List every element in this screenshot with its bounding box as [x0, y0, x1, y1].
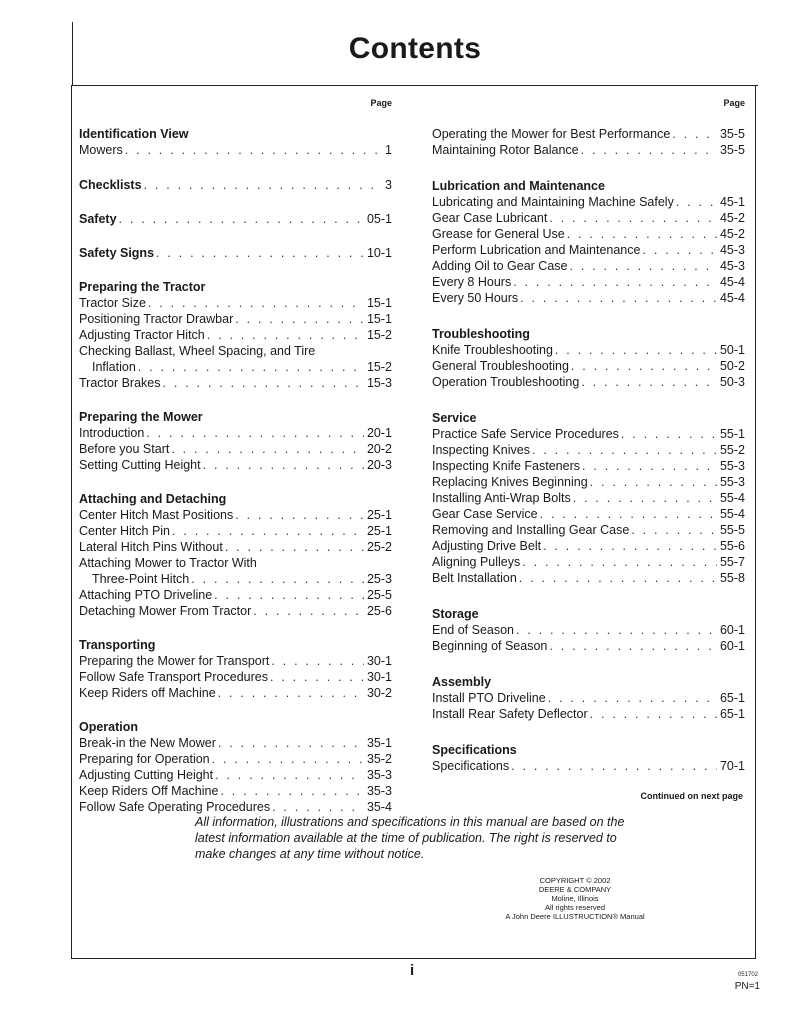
- toc-entry[interactable]: [432, 758, 745, 774]
- section-heading: Lubrication and Maintenance: [432, 179, 605, 193]
- toc-entry-page: 25-5: [366, 588, 392, 602]
- toc-entry[interactable]: [79, 507, 392, 523]
- toc-entry-label: Perform Lubrication and Maintenance: [432, 243, 641, 257]
- toc-entry-page: 50-3: [719, 375, 745, 389]
- toc-section: [79, 719, 392, 815]
- toc-entry-label: Keep Riders Off Machine: [79, 784, 219, 798]
- dot-leader: [568, 258, 717, 274]
- toc-entry-label: Introduction: [79, 426, 145, 440]
- toc-entry-label: Break-in the New Mower: [79, 736, 216, 750]
- toc-entry-label: Attaching Mower to Tractor With: [79, 556, 257, 570]
- toc-entry-page: 35-2: [366, 752, 392, 766]
- toc-entry-page: 35-3: [366, 784, 392, 798]
- toc-entry-label: Adjusting Tractor Hitch: [79, 328, 205, 342]
- toc-entry[interactable]: [79, 311, 392, 327]
- toc-entry-page: 45-3: [719, 259, 745, 273]
- toc-entry-label: Three-Point Hitch: [92, 572, 190, 586]
- dot-leader: [268, 669, 364, 685]
- toc-entry-page: 35-4: [366, 800, 392, 814]
- dot-leader: [218, 783, 364, 799]
- toc-section: [432, 742, 745, 774]
- dot-leader: [212, 587, 364, 603]
- dot-leader: [136, 359, 364, 375]
- dot-leader: [530, 442, 717, 458]
- dot-leader: [213, 767, 364, 783]
- toc-entry-label: Safety: [79, 212, 117, 226]
- toc-section: [79, 409, 392, 473]
- toc-entry-label: Install Rear Safety Deflector: [432, 707, 588, 721]
- toc-section: [79, 637, 392, 701]
- section-heading: Transporting: [79, 638, 156, 652]
- dot-leader: [117, 211, 364, 227]
- toc-entry-page: 45-3: [719, 243, 745, 257]
- toc-entry-page: 25-1: [366, 524, 392, 538]
- dot-leader: [169, 441, 364, 457]
- toc-entry[interactable]: [432, 374, 745, 390]
- toc-sections-right: [432, 126, 745, 774]
- toc-section: [432, 606, 745, 654]
- toc-entry-page: 25-2: [366, 540, 392, 554]
- dot-leader: [142, 177, 383, 193]
- toc-entry[interactable]: [79, 142, 392, 158]
- toc-entry-label: Operation Troubleshooting: [432, 375, 580, 389]
- copyright-line: Moline, Illinois: [551, 894, 599, 903]
- dot-leader: [571, 490, 717, 506]
- toc-entry[interactable]: [79, 245, 392, 261]
- toc-entry-page: 45-4: [719, 275, 745, 289]
- toc-entry-page: 55-3: [719, 475, 745, 489]
- toc-entry-label: Checklists: [79, 178, 142, 192]
- toc-entry[interactable]: [79, 441, 392, 457]
- toc-entry[interactable]: [432, 706, 745, 722]
- dot-leader: [569, 358, 717, 374]
- toc-entry-label: Lateral Hitch Pins Without: [79, 540, 223, 554]
- toc-entry-label: Every 50 Hours: [432, 291, 519, 305]
- dot-leader: [588, 706, 717, 722]
- toc-entry[interactable]: [432, 226, 745, 242]
- toc-entry[interactable]: [432, 194, 745, 210]
- toc-entry-label: Beginning of Season: [432, 639, 548, 653]
- toc-entry[interactable]: [79, 523, 392, 539]
- toc-section: [79, 211, 392, 227]
- toc-entry-label: Aligning Pulleys: [432, 555, 521, 569]
- dot-leader: [553, 342, 717, 358]
- dot-leader: [161, 375, 364, 391]
- section-heading: Preparing the Tractor: [79, 280, 206, 294]
- dot-leader: [619, 426, 717, 442]
- dot-leader: [216, 735, 364, 751]
- toc-entry[interactable]: [432, 490, 745, 506]
- dot-leader: [210, 751, 364, 767]
- section-heading: Specifications: [432, 743, 517, 757]
- toc-entry[interactable]: [432, 126, 745, 142]
- dot-leader: [565, 226, 717, 242]
- toc-entry-page: 30-1: [366, 654, 392, 668]
- copyright-line: A John Deere ILLUSTRUCTION® Manual: [505, 912, 645, 921]
- toc-column-right: [432, 97, 745, 774]
- toc-entry-page: 35-5: [719, 143, 745, 157]
- toc-section: [79, 491, 392, 619]
- toc-entry-page: 45-2: [719, 211, 745, 225]
- toc-entry-page: 65-1: [719, 691, 745, 705]
- toc-entry-page: 55-7: [719, 555, 745, 569]
- toc-entry[interactable]: [432, 258, 745, 274]
- dot-leader: [670, 126, 717, 142]
- toc-entry-label: Mowers: [79, 143, 123, 157]
- toc-entry[interactable]: [79, 375, 392, 391]
- toc-entry[interactable]: [432, 638, 745, 654]
- toc-entry-label: Inspecting Knives: [432, 443, 530, 457]
- toc-entry-page: 55-4: [719, 491, 745, 505]
- copyright-block: [490, 876, 660, 921]
- toc-entry-page: 15-1: [366, 312, 392, 326]
- toc-entry[interactable]: [432, 242, 745, 258]
- dot-leader: [520, 554, 717, 570]
- dot-leader: [674, 194, 717, 210]
- toc-entry[interactable]: [79, 685, 392, 701]
- toc-entry[interactable]: [432, 210, 745, 226]
- dot-leader: [579, 142, 717, 158]
- toc-entry-label: Detaching Mower From Tractor: [79, 604, 252, 618]
- toc-column-left: [79, 97, 392, 815]
- toc-entry-page: 30-2: [366, 686, 392, 700]
- toc-entry[interactable]: [79, 587, 392, 603]
- toc-entry-page: 55-4: [719, 507, 745, 521]
- toc-entry-label: Tractor Size: [79, 296, 146, 310]
- toc-entry-label: Every 8 Hours: [432, 275, 512, 289]
- toc-entry-page: 1: [385, 143, 392, 157]
- toc-entry[interactable]: [432, 458, 745, 474]
- toc-entry[interactable]: [79, 751, 392, 767]
- toc-sections-left: [79, 126, 392, 815]
- toc-entry[interactable]: [79, 295, 392, 311]
- section-heading: Identification View: [79, 127, 189, 141]
- toc-entry-page: 25-1: [366, 508, 392, 522]
- toc-entry[interactable]: [79, 343, 392, 359]
- toc-entry-page: 55-1: [719, 427, 745, 441]
- toc-entry[interactable]: [432, 342, 745, 358]
- toc-entry-page: 30-1: [366, 670, 392, 684]
- document-code: 051702: [737, 972, 758, 978]
- toc-section: [432, 126, 745, 158]
- dot-leader: [511, 274, 717, 290]
- toc-section: [79, 177, 392, 193]
- dot-leader: [154, 245, 364, 261]
- toc-entry-label: Install PTO Driveline: [432, 691, 546, 705]
- toc-entry-page: 45-2: [719, 227, 745, 241]
- toc-entry[interactable]: [79, 359, 392, 375]
- toc-entry[interactable]: [432, 290, 745, 306]
- toc-entry[interactable]: [79, 177, 392, 193]
- toc-section: [432, 410, 745, 586]
- dot-leader: [170, 523, 364, 539]
- dot-leader: [538, 506, 717, 522]
- toc-entry[interactable]: [79, 539, 392, 555]
- dot-leader: [629, 522, 717, 538]
- continued-note: Continued on next page: [640, 791, 743, 801]
- toc-section: [79, 245, 392, 261]
- toc-section: [432, 178, 745, 306]
- toc-entry[interactable]: [432, 690, 745, 706]
- toc-section: [432, 326, 745, 390]
- toc-entry-page: 15-2: [366, 328, 392, 342]
- dot-leader: [579, 374, 717, 390]
- toc-section: [79, 126, 392, 158]
- toc-entry[interactable]: [432, 554, 745, 570]
- toc-entry[interactable]: [79, 425, 392, 441]
- toc-entry-label: Follow Safe Operating Procedures: [79, 800, 271, 814]
- toc-entry[interactable]: [432, 142, 745, 158]
- toc-section: [432, 674, 745, 722]
- toc-entry[interactable]: [432, 442, 745, 458]
- toc-entry[interactable]: [79, 799, 392, 815]
- toc-entry-label: Center Hitch Mast Positions: [79, 508, 234, 522]
- part-number: PN=1: [734, 981, 760, 992]
- toc-entry-page: 20-3: [366, 458, 392, 472]
- section-heading: Storage: [432, 607, 479, 621]
- page-number: i: [410, 962, 415, 979]
- dot-leader: [189, 571, 364, 587]
- toc-entry-label: Follow Safe Transport Procedures: [79, 670, 268, 684]
- toc-entry[interactable]: [79, 603, 392, 619]
- toc-entry-label: Checking Ballast, Wheel Spacing, and Tire: [79, 344, 316, 358]
- toc-entry-page: 10-1: [366, 246, 392, 260]
- dot-leader: [205, 327, 364, 343]
- toc-entry[interactable]: [79, 211, 392, 227]
- toc-entry-page: 50-2: [719, 359, 745, 373]
- dot-leader: [233, 507, 364, 523]
- toc-entry-page: 15-3: [366, 376, 392, 390]
- toc-entry-label: Gear Case Service: [432, 507, 538, 521]
- section-heading: Operation: [79, 720, 139, 734]
- toc-entry-page: 05-1: [366, 212, 392, 226]
- toc-entry-label: Adjusting Drive Belt: [432, 539, 542, 553]
- toc-entry-label: Tractor Brakes: [79, 376, 161, 390]
- toc-entry-label: Gear Case Lubricant: [432, 211, 548, 225]
- toc-entry-label: Inflation: [92, 360, 136, 374]
- section-heading: Service: [432, 411, 477, 425]
- dot-leader: [144, 425, 364, 441]
- toc-entry-label: End of Season: [432, 623, 515, 637]
- page-column-header: Page: [723, 98, 745, 108]
- toc-entry-page: 45-1: [719, 195, 745, 209]
- toc-entry-label: Replacing Knives Beginning: [432, 475, 588, 489]
- toc-entry[interactable]: [432, 522, 745, 538]
- dot-leader: [146, 295, 364, 311]
- toc-entry[interactable]: [79, 735, 392, 751]
- toc-entry[interactable]: [79, 571, 392, 587]
- toc-entry-label: Lubricating and Maintaining Machine Safely: [432, 195, 674, 209]
- toc-entry[interactable]: [79, 669, 392, 685]
- dot-leader: [269, 653, 364, 669]
- toc-entry-page: 50-1: [719, 343, 745, 357]
- toc-entry[interactable]: [79, 783, 392, 799]
- toc-entry-label: Adjusting Cutting Height: [79, 768, 214, 782]
- toc-entry-page: 45-4: [719, 291, 745, 305]
- toc-entry-label: General Troubleshooting: [432, 359, 569, 373]
- toc-entry-label: Adding Oil to Gear Case: [432, 259, 568, 273]
- toc-entry-label: Belt Installation: [432, 571, 517, 585]
- toc-entry-page: 20-2: [366, 442, 392, 456]
- toc-entry[interactable]: [432, 274, 745, 290]
- toc-entry-page: 3: [385, 178, 392, 192]
- toc-entry-label: Removing and Installing Gear Case: [432, 523, 630, 537]
- toc-entry[interactable]: [79, 327, 392, 343]
- toc-entry[interactable]: [432, 622, 745, 638]
- toc-section: [79, 279, 392, 391]
- toc-entry[interactable]: [79, 653, 392, 669]
- dot-leader: [546, 690, 717, 706]
- toc-entry-page: 55-5: [719, 523, 745, 537]
- toc-entry-label: Keep Riders off Machine: [79, 686, 216, 700]
- disclaimer-text: All information, illustrations and specifications in this manual are based on the latest information available at the time of publication. The right is reserved to make changes at any time without notice.: [195, 815, 625, 861]
- toc-entry-page: 60-1: [719, 623, 745, 637]
- section-heading: Preparing the Mower: [79, 410, 203, 424]
- toc-entry-label: Attaching PTO Driveline: [79, 588, 213, 602]
- toc-entry-label: Maintaining Rotor Balance: [432, 143, 579, 157]
- page-column-header: Page: [370, 98, 392, 108]
- section-heading: Assembly: [432, 675, 492, 689]
- dot-leader: [233, 311, 364, 327]
- toc-entry[interactable]: [79, 767, 392, 783]
- dot-leader: [547, 210, 717, 226]
- toc-entry-page: 55-2: [719, 443, 745, 457]
- toc-entry-page: 35-5: [719, 127, 745, 141]
- dot-leader: [588, 474, 717, 490]
- dot-leader: [270, 799, 364, 815]
- section-heading: Troubleshooting: [432, 327, 530, 341]
- toc-entry-page: 35-1: [366, 736, 392, 750]
- copyright-line: DEERE & COMPANY: [538, 885, 612, 894]
- dot-leader: [580, 458, 717, 474]
- toc-entry-page: 15-1: [366, 296, 392, 310]
- toc-entry-label: Preparing for Operation: [79, 752, 210, 766]
- toc-entry-page: 55-3: [719, 459, 745, 473]
- toc-entry[interactable]: [432, 538, 745, 554]
- toc-entry-label: Setting Cutting Height: [79, 458, 201, 472]
- page-title: Contents: [348, 32, 482, 65]
- copyright-line: COPYRIGHT © 2002: [539, 876, 611, 885]
- toc-entry-page: 65-1: [719, 707, 745, 721]
- dot-leader: [514, 622, 717, 638]
- dot-leader: [541, 538, 717, 554]
- toc-entry-page: 55-8: [719, 571, 745, 585]
- toc-entry-page: 20-1: [366, 426, 392, 440]
- toc-entry-label: Installing Anti-Wrap Bolts: [432, 491, 571, 505]
- toc-entry-page: 25-3: [366, 572, 392, 586]
- toc-entry-label: Grease for General Use: [432, 227, 565, 241]
- toc-entry-label: Center Hitch Pin: [79, 524, 171, 538]
- toc-entry-page: 15-2: [366, 360, 392, 374]
- toc-entry[interactable]: [432, 426, 745, 442]
- toc-entry[interactable]: [432, 358, 745, 374]
- toc-entry-page: 55-6: [719, 539, 745, 553]
- toc-entry-label: Positioning Tractor Drawbar: [79, 312, 234, 326]
- toc-entry-page: 60-1: [719, 639, 745, 653]
- dot-leader: [201, 457, 364, 473]
- toc-entry-label: Specifications: [432, 759, 510, 773]
- dot-leader: [509, 758, 717, 774]
- section-heading: Attaching and Detaching: [79, 492, 227, 506]
- toc-entry[interactable]: [79, 457, 392, 473]
- toc-entry[interactable]: [432, 570, 745, 586]
- toc-entry-label: Practice Safe Service Procedures: [432, 427, 619, 441]
- dot-leader: [640, 242, 717, 258]
- copyright-line: All rights reserved: [544, 903, 606, 912]
- toc-entry-label: Before you Start: [79, 442, 170, 456]
- toc-entry[interactable]: [432, 506, 745, 522]
- dot-leader: [123, 142, 382, 158]
- dot-leader: [518, 290, 717, 306]
- toc-entry-page: 35-3: [366, 768, 392, 782]
- toc-entry-page: 25-6: [366, 604, 392, 618]
- toc-entry-label: Preparing the Mower for Transport: [79, 654, 270, 668]
- dot-leader: [216, 685, 364, 701]
- toc-entry-label: Safety Signs: [79, 246, 155, 260]
- dot-leader: [547, 638, 717, 654]
- toc-entry-label: Operating the Mower for Best Performance: [432, 127, 671, 141]
- toc-entry[interactable]: [79, 555, 392, 571]
- toc-entry[interactable]: [432, 474, 745, 490]
- dot-leader: [251, 603, 364, 619]
- dot-leader: [223, 539, 364, 555]
- toc-entry-label: Knife Troubleshooting: [432, 343, 553, 357]
- toc-entry-label: Inspecting Knife Fasteners: [432, 459, 580, 473]
- dot-leader: [517, 570, 717, 586]
- toc-entry-page: 70-1: [719, 759, 745, 773]
